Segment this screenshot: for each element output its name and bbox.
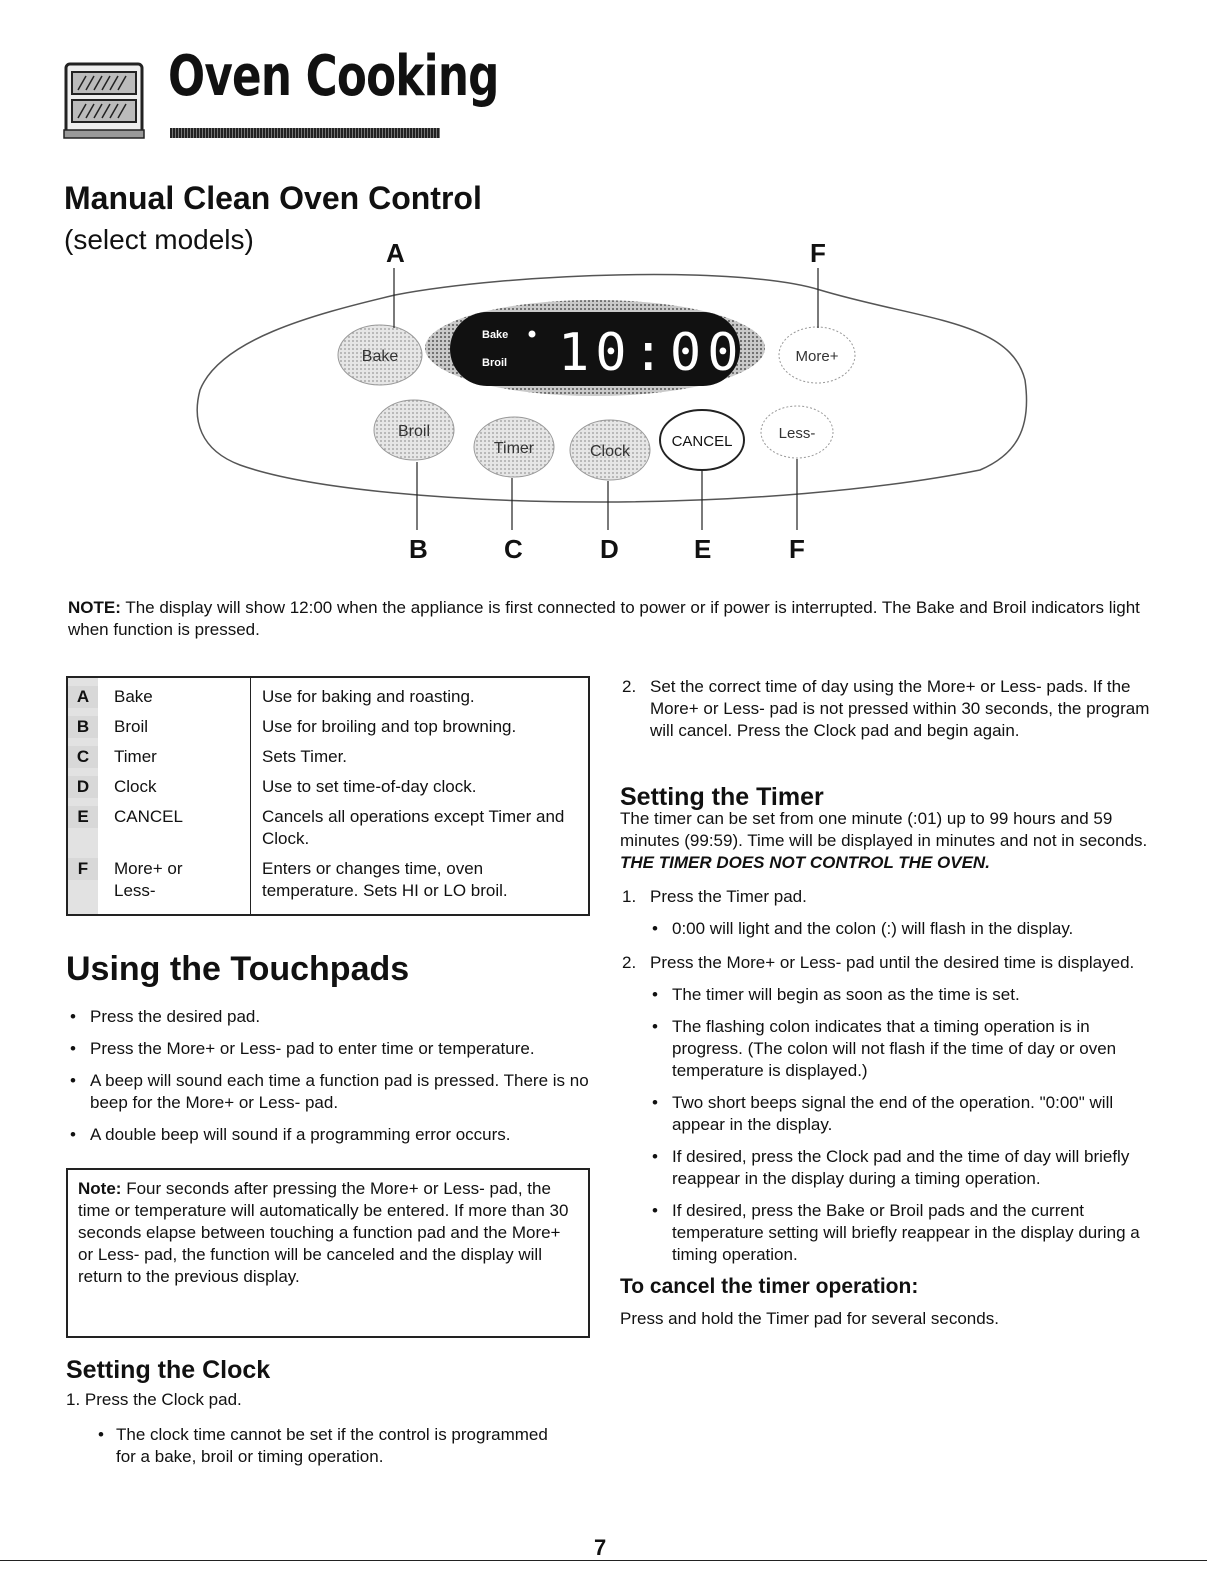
- legend-name: Broil: [114, 717, 149, 736]
- callout-d: D: [600, 534, 619, 564]
- legend-desc: Use to set time-of-day clock.: [262, 777, 477, 796]
- note-label: NOTE:: [68, 598, 121, 617]
- legend-desc: Use for baking and roasting.: [262, 687, 475, 706]
- list-item: • A beep will sound each time a function pad is pressed. There is no beep for the More+ or Less- pad.: [66, 1070, 596, 1114]
- list-item: • The timer will begin as soon as the time is set.: [620, 984, 1150, 1006]
- callout-e: E: [694, 534, 712, 564]
- timer-step-2: [620, 952, 1150, 974]
- list-item: • The flashing colon indicates that a timing operation is in progress. (The colon will not flash if the time of day or oven temperature is displayed.): [620, 1016, 1150, 1082]
- legend-desc: Use for broiling and top browning.: [262, 717, 517, 736]
- legend-letter: C: [68, 746, 98, 768]
- step-text: Press the Timer pad.: [650, 887, 807, 906]
- list-item: • Two short beeps signal the end of the operation. "0:00" will appear in the display.: [620, 1092, 1150, 1136]
- less-pad-label: Less-: [778, 425, 816, 442]
- list-item: • Press the desired pad.: [66, 1006, 596, 1028]
- cancel-timer-title: To cancel the timer operation:: [620, 1275, 919, 1298]
- timer-step-1: [620, 886, 1150, 908]
- callout-c: C: [504, 534, 523, 564]
- clock-step-1-bullet: • The clock time cannot be set if the control is programmed for a bake, broil or timing operation.: [96, 1424, 556, 1468]
- more-pad-label: More+: [795, 348, 839, 365]
- list-item: • 0:00 will light and the colon (:) will flash in the display.: [620, 918, 1150, 940]
- indicator-broil: Broil: [482, 357, 508, 369]
- callout-f-top: F: [810, 240, 826, 268]
- callout-a: A: [386, 240, 405, 268]
- touchpads-bullets: [66, 1006, 596, 1156]
- note-paragraph: [68, 597, 1148, 641]
- list-item: • A double beep will sound if a programming error occurs.: [66, 1124, 596, 1146]
- touchpads-title: Using the Touchpads: [66, 950, 410, 988]
- step-number: 2.: [622, 677, 637, 696]
- legend-table: [66, 676, 590, 916]
- timer-warning: THE TIMER DOES NOT CONTROL THE OVEN.: [620, 853, 990, 872]
- indicator-bake: Bake: [482, 329, 509, 341]
- bake-pad-label: Bake: [361, 348, 399, 365]
- cancel-pad-label: CANCEL: [671, 433, 733, 450]
- step-number: 1.: [622, 887, 637, 906]
- clock-title: Setting the Clock: [66, 1356, 271, 1384]
- legend-name: Clock: [114, 777, 157, 796]
- touchpads-note-box: [66, 1168, 590, 1338]
- timer-intro: The timer can be set from one minute (:01) up to 99 hours and 59 minutes (99:59). Time will be displayed in minutes and not in seconds. THE TIMER DOES NOT CONTROL THE OVEN.: [620, 809, 1148, 872]
- legend-letter: B: [68, 716, 98, 738]
- legend-name: CANCEL: [114, 807, 183, 826]
- list-item: • If desired, press the Clock pad and the time of day will briefly reappear in the display during a timing operation.: [620, 1146, 1150, 1190]
- legend-letter: E: [68, 806, 98, 828]
- legend-letter: A: [68, 686, 98, 708]
- legend-name: Timer: [114, 747, 157, 766]
- clock-step-1: 1. Press the Clock pad.: [66, 1390, 242, 1409]
- list-item: • Press the More+ or Less- pad to enter time or temperature.: [66, 1038, 596, 1060]
- legend-name: Bake: [114, 687, 153, 706]
- step-text: Set the correct time of day using the More+ or Less- pads. If the More+ or Less- pad is not pressed within 30 seconds, the program will cancel. Press the Clock pad and begin again.: [650, 677, 1150, 740]
- cancel-timer-text: Press and hold the Timer pad for several seconds.: [620, 1309, 999, 1328]
- broil-pad-label: Broil: [397, 423, 431, 440]
- legend-desc: Enters or changes time, oven temperature. Sets HI or LO broil.: [262, 859, 508, 900]
- step-number: 2.: [622, 953, 637, 972]
- timer-pad-label: Timer: [493, 440, 535, 457]
- list-item: • If desired, press the Bake or Broil pads and the current temperature setting will briefly reappear in the display during a timing operation.: [620, 1200, 1150, 1266]
- indicator-dot: [529, 331, 536, 338]
- clock-step-2: [620, 676, 1150, 742]
- right-column: [620, 676, 1150, 1330]
- legend-letter: F: [68, 858, 98, 880]
- note-box-text: Four seconds after pressing the More+ or Less- pad, the time or temperature will automatically be entered. If more than 30 seconds elapse between touching a function pad and the More+ or Less- pad, the function will be canceled and the display will return to the previous display.: [78, 1179, 569, 1286]
- oven-icon: [62, 60, 150, 142]
- legend-desc: Cancels all operations except Timer and Clock.: [262, 807, 565, 848]
- header-rule: [170, 128, 440, 138]
- page-number: 7: [594, 1535, 607, 1560]
- control-panel-diagram: [180, 240, 1060, 570]
- legend-letter: D: [68, 776, 98, 798]
- display-time: 10:00: [558, 323, 745, 383]
- note-box-label: Note:: [78, 1179, 122, 1198]
- footer-rule: [0, 1560, 1207, 1561]
- note-body: The display will show 12:00 when the appliance is first connected to power or if power is interrupted. The Bake and Broil indicators light when function is pressed.: [68, 598, 1140, 639]
- clock-pad-label: Clock: [589, 443, 631, 460]
- page-header-title: Oven Cooking: [168, 44, 499, 109]
- callout-b: B: [409, 534, 428, 564]
- callout-f-bottom: F: [789, 534, 805, 564]
- section-title: Manual Clean Oven Control: [64, 180, 482, 216]
- timer-title: Setting the Timer: [620, 783, 824, 811]
- legend-name: More+ or Less-: [114, 859, 183, 900]
- step-text: Press the More+ or Less- pad until the desired time is displayed.: [650, 953, 1135, 972]
- legend-desc: Sets Timer.: [262, 747, 348, 766]
- section-subtitle: (select models): [64, 224, 254, 255]
